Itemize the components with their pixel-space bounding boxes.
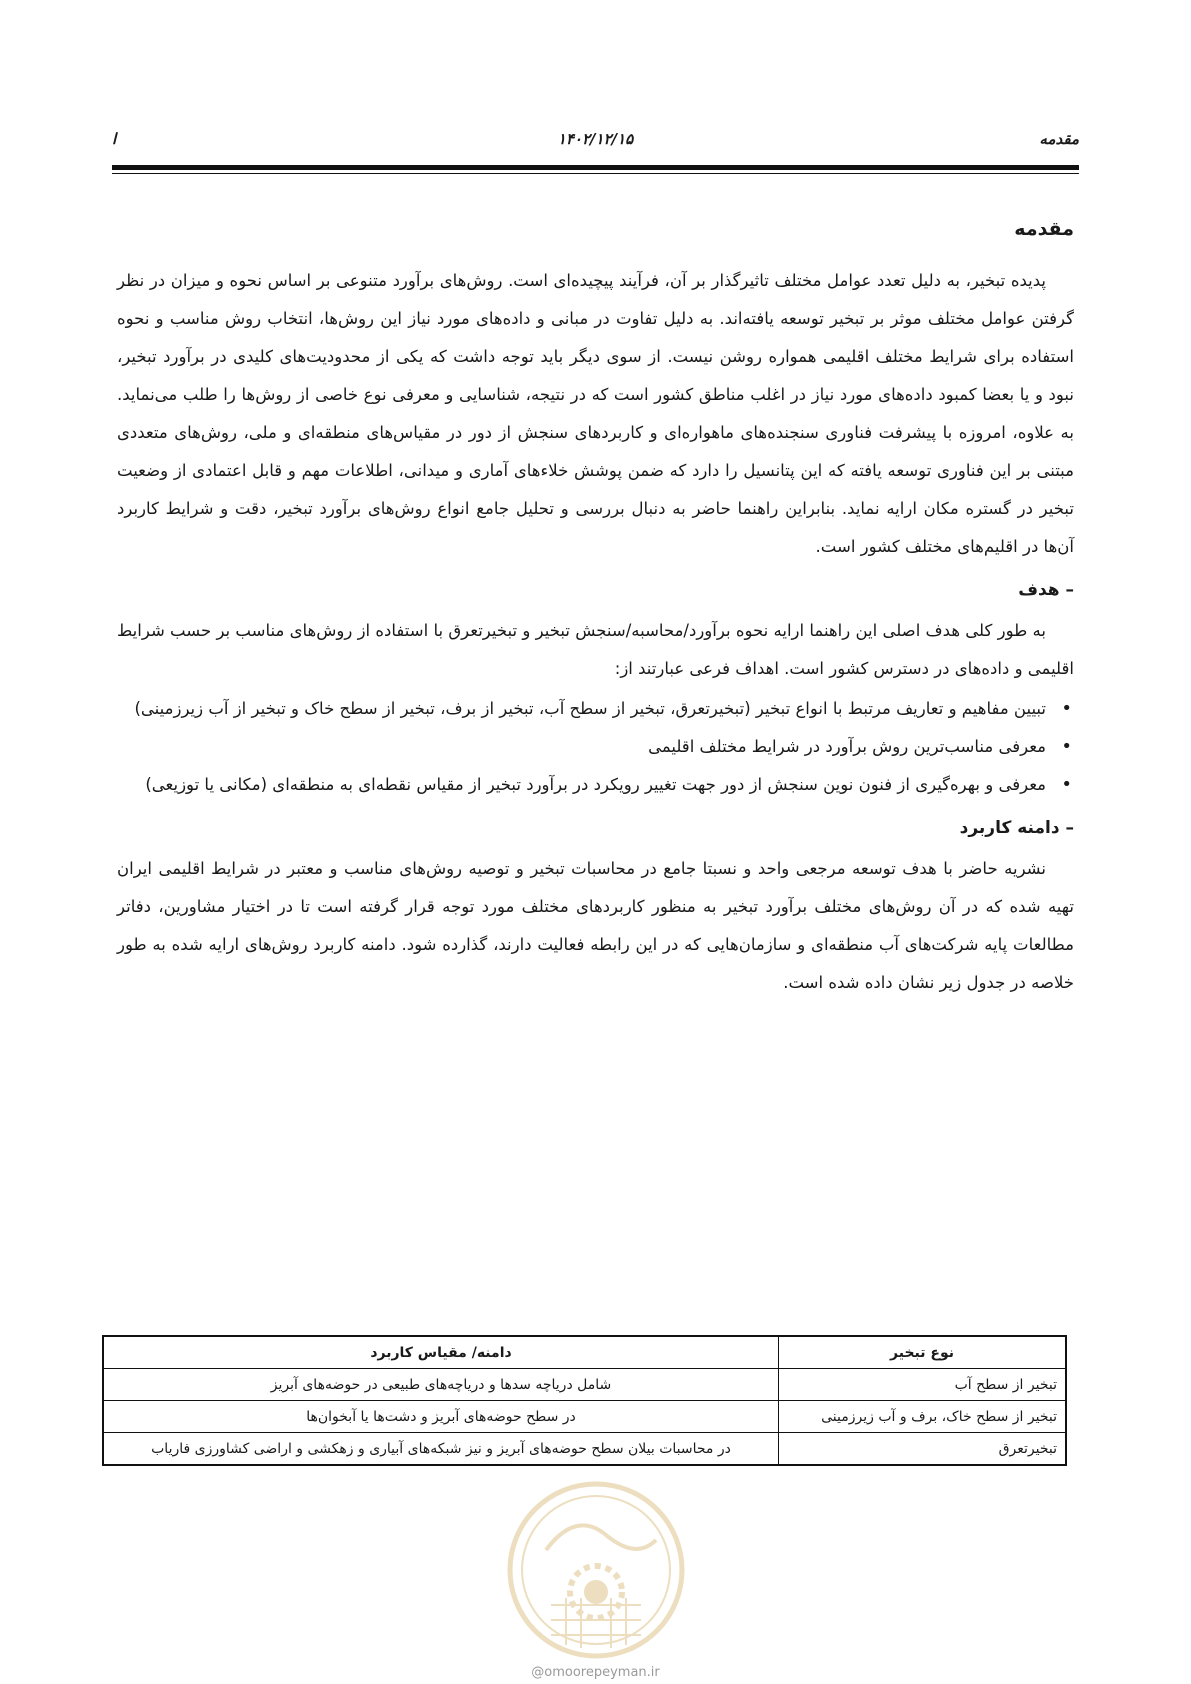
header-rule-thin [112,173,1079,174]
document-body [117,218,1074,1002]
table-header-row [103,1336,1066,1369]
watermark-url: @omoorepeyman.ir [531,1665,660,1680]
table-cell-type: تبخیر از سطح آب [779,1369,1067,1401]
list-item: • تبیین مفاهیم و تعاریف مرتبط با انواع تبخیر (تبخیرتعرق، تبخیر از سطح آب، تبخیر از برف، تبخیر از سطح خاک و تبخیر از آب زیرزمینی) [117,690,1046,728]
intro-paragraph: پدیده تبخیر، به دلیل تعدد عوامل مختلف تاثیرگذار بر آن، فرآیند پیچیده‌ای است. روش‌های برآورد متنوعی بر اساس نحوه و میزان در نظر گرفتن عوامل مختلف موثر بر تبخیر توسعه یافته‌اند. به دلیل تفاوت در مبانی و داده‌های مورد نیاز این روش‌ها، انتخاب روش مناسب و نحوه استفاده برای شرایط مختلف اقلیمی همواره روشن نیست. از سوی دیگر باید توجه داشت که یکی از محدودیت‌های کلیدی در برآورد تبخیر، نبود و یا بعضا کمبود داده‌های مورد نیاز در اغلب مناطق کشور است که در نتیجه، شناسایی و معرفی نوع خاصی از روش‌ها را طلب می‌نماید. به علاوه، امروزه با پیشرفت فناوری سنجنده‌های ماهواره‌ای و کاربردهای سنجش از دور در مقیاس‌های منطقه‌ای و ملی، روش‌های متعددی مبتنی بر این فناوری توسعه یافته که این پتانسیل را دارد که ضمن پوشش خلاءهای آماری و میدانی، اطلاعات مهم و قابل اعتمادی از وضعیت تبخیر در گستره مکان ارایه نماید. بنابراین راهنما حاضر به دنبال بررسی و تحلیل جامع انواع روش‌های برآورد تبخیر، دقت و شرایط کاربرد آن‌ها در اقلیم‌های مختلف کشور است. [117,271,1074,556]
goal-paragraph: به طور کلی هدف اصلی این راهنما ارایه نحوه برآورد/محاسبه/سنجش تبخیر و تبخیرتعرق با استفاده از روش‌های مناسب بر حسب شرایط اقلیمی و داده‌های در دسترس کشور است. اهداف فرعی عبارتند از: [117,621,1074,678]
goal-bullet-list [117,690,1074,804]
watermark-seal-icon [506,1480,686,1660]
running-header [112,130,1079,152]
header-rule-thick [112,165,1079,170]
scope-table [102,1335,1067,1466]
table-header-evaporation-type: نوع تبخیر [779,1336,1067,1369]
table-header-scope: دامنه/ مقیاس کاربرد [103,1336,779,1369]
header-page-number: ا [112,130,117,148]
section-heading-scope: – دامنه کاربرد [959,818,1074,838]
table-row [103,1401,1066,1433]
section-heading-intro: مقدمه [1014,218,1074,240]
table-cell-type: تبخیرتعرق [779,1433,1067,1466]
header-chapter-title: مقدمه [1039,130,1079,148]
table-cell-scope: شامل دریاچه سدها و دریاچه‌های طبیعی در حوضه‌های آبریز [103,1369,779,1401]
header-date: ۱۴۰۲/۱۲/۱۵ [557,130,634,148]
list-item: • معرفی مناسب‌ترین روش برآورد در شرایط مختلف اقلیمی [117,728,1046,766]
list-item: • معرفی و بهره‌گیری از فنون نوین سنجش از دور جهت تغییر رویکرد در برآورد تبخیر از مقیاس نقطه‌ای به منطقه‌ای (مکانی یا توزیعی) [117,766,1046,804]
table-row [103,1369,1066,1401]
table-row [103,1433,1066,1466]
table-cell-scope: در سطح حوضه‌های آبریز و دشت‌ها یا آبخوان‌ها [103,1401,779,1433]
table-cell-scope: در محاسبات بیلان سطح حوضه‌های آبریز و نیز شبکه‌های آبیاری و زهکشی و اراضی کشاورزی فاریاب [103,1433,779,1466]
table-cell-type: تبخیر از سطح خاک، برف و آب زیرزمینی [779,1401,1067,1433]
scope-paragraph: نشریه حاضر با هدف توسعه مرجعی واحد و نسبتا جامع در محاسبات تبخیر و توصیه روش‌های مناسب و معتبر در شرایط اقلیمی ایران تهیه شده که در آن روش‌های مختلف برآورد تبخیر به منظور کاربردهای مختلف مورد توجه قرار گرفته است تا در اختیار مشاورین، دفاتر مطالعات پایه شرکت‌های آب منطقه‌ای و سازمان‌هایی که در این رابطه فعالیت دارند، گذارده شود. دامنه کاربرد روش‌های ارایه شده به طور خلاصه در جدول زیر نشان داده شده است. [117,859,1074,992]
section-heading-goal: – هدف [1018,580,1074,600]
